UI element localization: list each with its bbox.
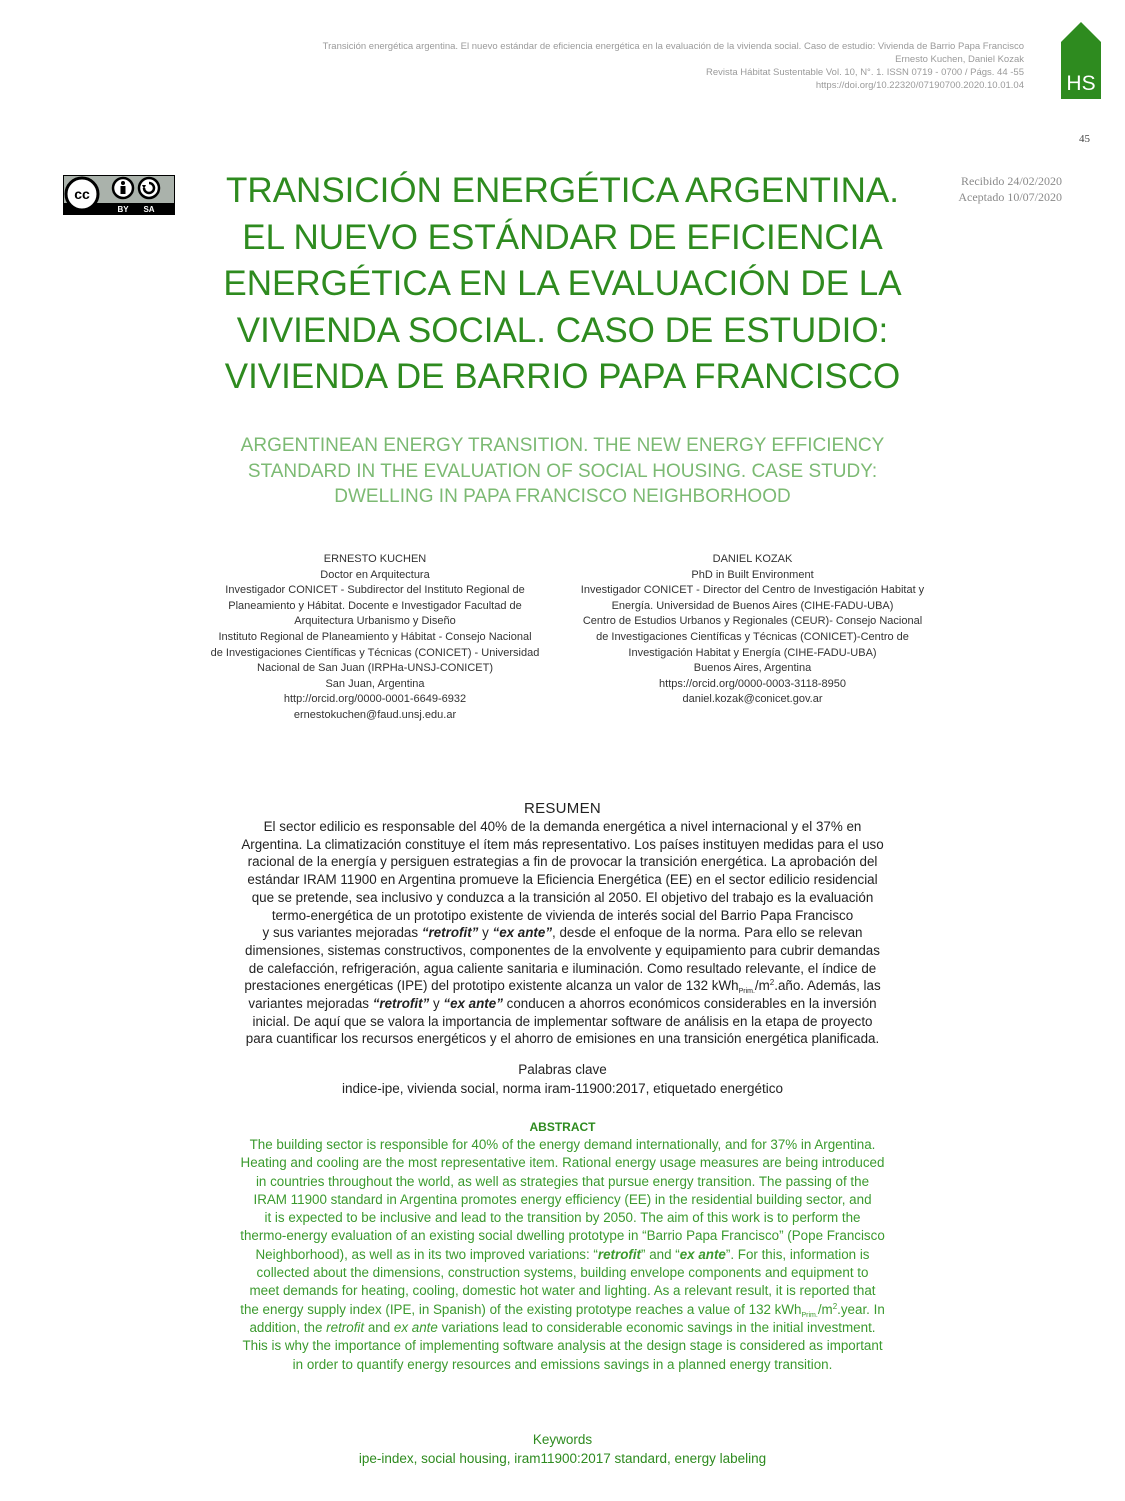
author-affiliation: de Investigaciones Científicas y Técnicas (CONICET)-Centro de xyxy=(596,630,909,643)
share-alike-icon xyxy=(139,178,159,198)
paragraph-line: thermo-energy evaluation of an existing social dwelling prototype in “Barrio Papa Francisco” (Pope Francisco xyxy=(240,1228,885,1244)
paragraph-line: para cuantificar los recursos energéticos y el ahorro de emisiones en una transición energética planificada. xyxy=(245,1031,880,1047)
paragraph-line: addition, the retrofit and ex ante variations lead to considerable economic savings in the initial investment. xyxy=(249,1319,876,1335)
resumen-body xyxy=(160,818,965,1048)
paragraph-line: the energy supply index (IPE, in Spanish) of the existing prototype reaches a value of 132 $kWh_{Prim.}/m^2.year$. In xyxy=(240,1301,885,1319)
paragraph-line: IRAM 11900 standard in Argentina promotes energy efficiency (EE) in the residential building sector, and xyxy=(253,1191,872,1207)
paragraph-line: meet demands for heating, cooling, domestic hot water and lighting. As a relevant result, it is reported that xyxy=(249,1283,876,1299)
author-name: DANIEL KOZAK xyxy=(712,553,793,565)
paragraph-line: The building sector is responsible for 40% of the energy demand internationally, and for 37% in Argentina. xyxy=(249,1137,876,1152)
title-line: VIVIENDA SOCIAL. CASO DE ESTUDIO: xyxy=(236,310,889,350)
svg-text:SA: SA xyxy=(143,205,155,214)
paragraph-line: de calefacción, refrigeración, agua caliente sanitaria e iluminación. Como resultado relevante, el índice de xyxy=(248,960,877,976)
journal-logo-text: HS xyxy=(1066,72,1096,95)
title-line: EL NUEVO ESTÁNDAR DE EFICIENCIA xyxy=(242,217,883,257)
title-line: STANDARD IN THE EVALUATION OF SOCIAL HOUSING. CASE STUDY: xyxy=(247,460,878,482)
author-location: Buenos Aires, Argentina xyxy=(693,662,812,675)
author-orcid: https://orcid.org/0000-0003-3118-8950 xyxy=(659,677,846,690)
abstract-heading: ABSTRACT xyxy=(529,1120,596,1134)
paragraph-line: This is why the importance of implementing software analysis at the design stage is considered as important xyxy=(242,1338,883,1354)
abstract-body xyxy=(160,1136,965,1374)
paragraph-line: termo-energética de un prototipo existente de vivienda de interés social del Barrio Papa Francisco xyxy=(271,907,854,923)
running-header-title: Transición energética argentina. El nuevo estándar de eficiencia energética en la evaluación de la vivienda social. Caso de estudio: Vivienda de Barrio Papa Francisco xyxy=(322,41,1024,52)
author-affiliation: Nacional de San Juan (IRPHa-UNSJ-CONICET) xyxy=(257,662,493,675)
author-affiliation: Centro de Estudios Urbanos y Regionales (CEUR)- Consejo Nacional xyxy=(582,615,923,628)
page-number: 45 xyxy=(1079,133,1090,145)
author-location: San Juan, Argentina xyxy=(325,677,425,690)
paragraph-line: Neighborhood), as well as in its two improved variations: “retrofit” and “ex ante”. For this, information is xyxy=(255,1246,870,1262)
running-header-authors: Ernesto Kuchen, Daniel Kozak xyxy=(895,54,1024,65)
author-degree: PhD in Built Environment xyxy=(691,568,814,581)
paragraph-line: prestaciones energéticas (IPE) del prototipo existente alcanza un valor de 132 $kWh_{Prim.}/m^2.año$. Además, las xyxy=(244,978,881,996)
cc-license-badge xyxy=(63,175,175,215)
keywords-english-heading: Keywords xyxy=(532,1432,593,1447)
submission-dates xyxy=(958,173,1062,205)
author-affiliation: Energía. Universidad de Buenos Aires (CIHE-FADU-UBA) xyxy=(611,599,894,612)
author-email: daniel.kozak@conicet.gov.ar xyxy=(682,693,823,706)
author-email: ernestokuchen@faud.unsj.edu.ar xyxy=(293,708,457,721)
paragraph-line: racional de la energía y persiguen estrategias a fin de provocar la transición energética. La aprobación del xyxy=(247,854,878,870)
running-header xyxy=(144,40,1024,92)
paragraph-line: Argentina. La climatización constituye el ítem más representativo. Los países instituyen medidas para el uso xyxy=(241,836,884,852)
paragraph-line: Heating and cooling are the most representative item. Rational energy usage measures are being introduced xyxy=(240,1155,885,1171)
author-block-kuchen xyxy=(200,552,550,724)
paragraph-line: El sector edilicio es responsable del 40% de la demanda energética a nivel internacional y el 37% en xyxy=(263,819,862,834)
author-affiliation: Investigación Habitat y Energía (CIHE-FADU-UBA) xyxy=(628,646,877,659)
title-line: TRANSICIÓN ENERGÉTICA ARGENTINA. xyxy=(226,171,899,210)
paragraph-line: in order to quantify energy resources and emissions savings in a planned energy transition. xyxy=(292,1356,833,1372)
received-date: Recibido 24/02/2020 xyxy=(961,174,1062,188)
paragraph-line: inicial. De aquí que se valora la importancia de implementar software de análisis en la etapa de proyecto xyxy=(252,1013,873,1029)
author-affiliation: Investigador CONICET - Subdirector del Instituto Regional de xyxy=(225,584,525,597)
author-block-kozak xyxy=(570,552,935,708)
author-affiliation: Investigador CONICET - Director del Centro de Investigación Habitat y xyxy=(580,584,925,597)
title-line: DWELLING IN PAPA FRANCISCO NEIGHBORHOOD xyxy=(334,486,791,507)
title-line: VIVIENDA DE BARRIO PAPA FRANCISCO xyxy=(224,357,901,396)
paragraph-line: collected about the dimensions, construction systems, building envelope components and equipment to xyxy=(256,1265,869,1281)
paragraph-line: que se pretende, sea inclusivo y conduzca a la transición al 2050. El objetivo del trabajo es la evaluación xyxy=(251,889,874,905)
keywords-spanish: indice-ipe, vivienda social, norma iram-11900:2017, etiquetado energético xyxy=(341,1081,784,1096)
paragraph-line: y sus variantes mejoradas “retrofit” y “ex ante”, desde el enfoque de la norma. Para ello se relevan xyxy=(262,925,863,941)
author-affiliation: de Investigaciones Científicas y Técnicas (CONICET) - Universidad xyxy=(210,646,540,659)
accepted-date: Aceptado 10/07/2020 xyxy=(958,190,1062,204)
paragraph-line: variantes mejoradas “retrofit” y “ex ante” conducen a ahorros económicos considerables en la inversión xyxy=(248,996,877,1012)
title-english xyxy=(180,433,945,510)
author-affiliation: Instituto Regional de Planeamiento y Hábitat - Consejo Nacional xyxy=(218,630,532,643)
running-header-journal: Revista Hábitat Sustentable Vol. 10, N°. 1. ISSN 0719 - 0700 / Págs. 44 -55 xyxy=(705,67,1024,78)
paragraph-line: estándar IRAM 11900 en Argentina promueve la Eficiencia Energética (EE) en el sector edilicio residencial xyxy=(247,872,878,888)
title-spanish xyxy=(200,168,925,401)
resumen-heading: RESUMEN xyxy=(523,800,602,817)
paragraph-line: dimensiones, sistemas constructivos, componentes de la envolvente y equipamiento para cubrir demandas xyxy=(245,942,880,958)
svg-text:BY: BY xyxy=(117,205,129,214)
author-name: ERNESTO KUCHEN xyxy=(323,553,427,565)
keywords-spanish-heading: Palabras clave xyxy=(518,1062,607,1077)
house-logo-icon xyxy=(1061,22,1101,99)
title-line: ENERGÉTICA EN LA EVALUACIÓN DE LA xyxy=(223,264,902,303)
journal-logo xyxy=(1061,22,1101,99)
author-affiliation: Planeamiento y Hábitat. Docente e Investigador Facultad de xyxy=(228,599,522,612)
running-header-doi: https://doi.org/10.22320/07190700.2020.10.01.04 xyxy=(815,80,1024,91)
author-degree: Doctor en Arquitectura xyxy=(320,568,430,581)
author-affiliation: Arquitectura Urbanismo y Diseño xyxy=(294,615,456,628)
title-line: ARGENTINEAN ENERGY TRANSITION. THE NEW ENERGY EFFICIENCY xyxy=(240,435,885,456)
paragraph-line: it is expected to be inclusive and lead to the transition by 2050. The aim of this work is to perform the xyxy=(264,1210,861,1226)
svg-text:cc: cc xyxy=(74,186,90,202)
author-orcid: http://orcid.org/0000-0001-6649-6932 xyxy=(283,693,467,706)
keywords-english: ipe-index, social housing, iram11900:2017 standard, energy labeling xyxy=(358,1451,767,1466)
paragraph-line: in countries throughout the world, as well as strategies that pursue energy transition. The passing of the xyxy=(255,1173,870,1189)
